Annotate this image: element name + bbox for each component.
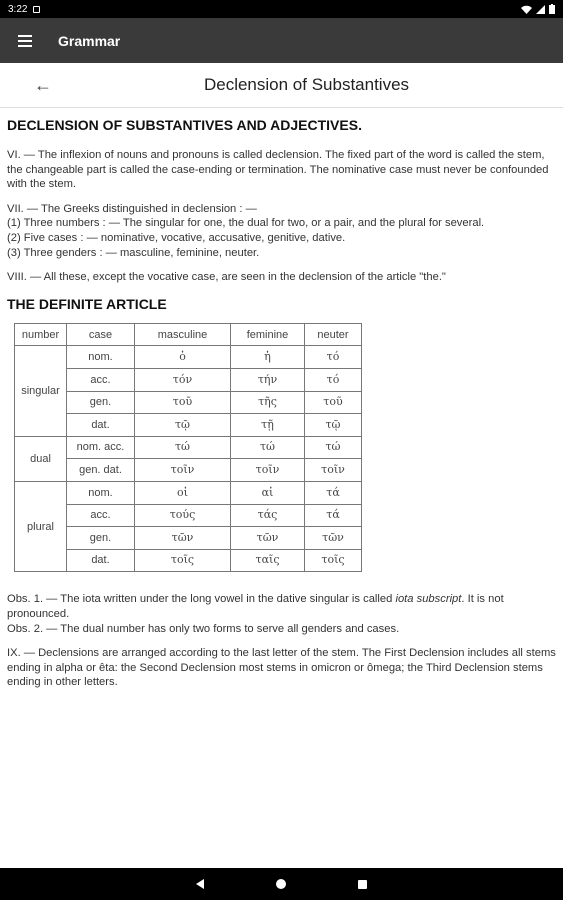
table-header-cell: number	[15, 323, 67, 346]
form-cell: τούς	[135, 504, 231, 527]
table-row	[15, 527, 362, 550]
form-cell: τώ	[305, 436, 362, 459]
case-cell: gen.	[67, 391, 135, 414]
observation-1-term: iota subscript	[395, 593, 462, 606]
form-cell: τό	[305, 369, 362, 392]
form-cell: τό	[305, 346, 362, 369]
form-cell: τῶν	[135, 527, 231, 550]
number-cell: dual	[15, 436, 67, 481]
number-cell: plural	[15, 482, 67, 572]
table-row	[15, 414, 362, 437]
table-row	[15, 549, 362, 572]
case-cell: nom.	[67, 346, 135, 369]
recents-nav-icon[interactable]	[358, 880, 367, 889]
table-header-cell: masculine	[135, 323, 231, 346]
form-cell: τοῖν	[305, 459, 362, 482]
paragraph-viii: VIII. — All these, except the vocative case, are seen in the declension of the article "the."	[7, 271, 446, 284]
section-heading: DECLENSION OF SUBSTANTIVES AND ADJECTIVES.	[7, 117, 362, 133]
sub-header	[0, 63, 563, 108]
table-row	[15, 436, 362, 459]
table-row	[15, 391, 362, 414]
case-cell: nom. acc.	[67, 436, 135, 459]
app-bar	[0, 18, 563, 63]
case-cell: dat.	[67, 414, 135, 437]
form-cell: τῷ	[305, 414, 362, 437]
form-cell: τοῖς	[305, 549, 362, 572]
battery-icon	[549, 4, 555, 14]
form-cell: τοῦ	[135, 391, 231, 414]
form-cell: τῶν	[305, 527, 362, 550]
case-cell: dat.	[67, 549, 135, 572]
case-cell: gen. dat.	[67, 459, 135, 482]
page-title: Declension of Substantives	[203, 75, 410, 94]
table-header-row	[15, 323, 362, 346]
form-cell: τά	[305, 504, 362, 527]
hamburger-menu-icon[interactable]	[18, 32, 36, 50]
form-cell: τόν	[135, 369, 231, 392]
table-row	[15, 346, 362, 369]
form-cell: ὁ	[135, 346, 231, 369]
form-cell: τοῖν	[231, 459, 305, 482]
observation-1-text-end: . It is not pronounced.	[7, 593, 504, 620]
back-arrow-icon[interactable]: ←	[34, 75, 52, 95]
form-cell: τῶν	[231, 527, 305, 550]
form-cell: τῷ	[135, 414, 231, 437]
paragraph-vii	[7, 202, 559, 260]
form-cell: τώ	[135, 436, 231, 459]
status-bar	[0, 0, 563, 18]
table-row	[15, 369, 362, 392]
home-nav-icon[interactable]	[276, 879, 286, 889]
status-time: 3:22	[8, 3, 28, 15]
case-cell: acc.	[67, 504, 135, 527]
table-header-cell: feminine	[231, 323, 305, 346]
form-cell: τῆς	[231, 391, 305, 414]
form-cell: αἱ	[231, 482, 305, 505]
form-cell: τοῖν	[135, 459, 231, 482]
paragraph-vii-line: VII. — The Greeks distinguished in declension : —	[7, 202, 257, 215]
observation-2: Obs. 2. — The dual number has only two forms to serve all genders and cases.	[7, 622, 400, 635]
case-cell: gen.	[67, 527, 135, 550]
table-row	[15, 504, 362, 527]
app-title: Grammar	[58, 32, 121, 49]
back-nav-icon[interactable]	[196, 879, 204, 889]
notification-icon	[33, 6, 40, 13]
form-cell: ἡ	[231, 346, 305, 369]
signal-icon	[536, 5, 545, 14]
number-cell: singular	[15, 346, 67, 436]
observation-1-text: Obs. 1. — The iota written under the long vowel in the dative singular is called	[7, 593, 396, 606]
table-row	[15, 482, 362, 505]
form-cell: τάς	[231, 504, 305, 527]
content-area	[7, 108, 559, 700]
case-cell: acc.	[67, 369, 135, 392]
paragraph-vi: VI. — The inflexion of nouns and pronouns is called declension. The fixed part of the word is called the stem, the changeable part is called the case-ending or termination. The nominative case must never be confounded with the stem.	[7, 149, 549, 191]
paragraph-vii-line: (1) Three numbers : — The singular for one, the dual for two, or a pair, and the plural for several.	[7, 217, 485, 230]
table-header-cell: neuter	[305, 323, 362, 346]
case-cell: nom.	[67, 482, 135, 505]
observations	[7, 592, 559, 636]
table-row	[15, 459, 362, 482]
wifi-icon	[521, 5, 532, 14]
article-heading: THE DEFINITE ARTICLE	[7, 295, 167, 312]
form-cell: τῇ	[231, 414, 305, 437]
form-cell: τοῖς	[135, 549, 231, 572]
form-cell: τήν	[231, 369, 305, 392]
form-cell: οἱ	[135, 482, 231, 505]
paragraph-vii-line: (3) Three genders : — masculine, feminine, neuter.	[7, 246, 260, 259]
form-cell: τά	[305, 482, 362, 505]
form-cell: τώ	[231, 436, 305, 459]
navigation-bar	[0, 868, 563, 900]
table-header-cell: case	[67, 323, 135, 346]
paragraph-vii-line: (2) Five cases : — nominative, vocative, accusative, genitive, dative.	[7, 232, 346, 244]
article-table	[14, 323, 362, 573]
observation-1	[7, 592, 559, 621]
form-cell: τοῦ	[305, 391, 362, 414]
form-cell: ταῖς	[231, 549, 305, 572]
paragraph-ix: IX. — Declensions are arranged according to the last letter of the stem. The First Declension includes all stems ending in alpha or êta: the Second Declension most stems in omicron or ômega; the Third Declension stems ending in other letters.	[7, 647, 556, 689]
